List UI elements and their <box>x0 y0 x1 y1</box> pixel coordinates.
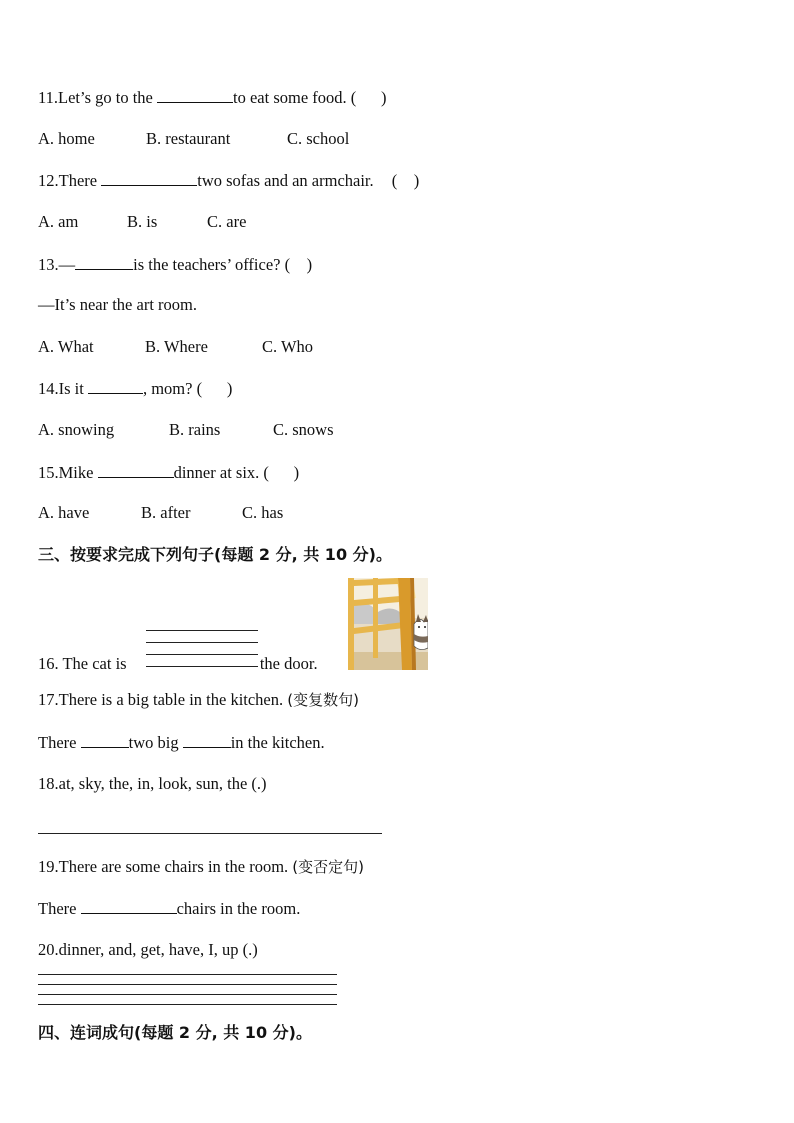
option-c[interactable]: C. has <box>242 503 284 522</box>
options-13 <box>38 337 313 357</box>
answer-line[interactable] <box>146 630 258 631</box>
question-text-before: Is it <box>58 379 84 398</box>
question-text-before: Mike <box>58 463 94 482</box>
option-b[interactable]: B. after <box>141 503 191 522</box>
question-text: There are some chairs in the room. <box>58 857 289 876</box>
answer-bracket[interactable]: ( ) <box>391 171 420 190</box>
question-number: 13. <box>38 255 59 274</box>
question-text-after: two sofas and an armchair. <box>197 171 374 190</box>
question-12 <box>38 170 419 191</box>
option-b[interactable]: B. is <box>127 212 158 231</box>
answer-text: in the kitchen. <box>230 733 325 752</box>
question-number: 19. <box>38 857 59 876</box>
option-c[interactable]: C. Who <box>262 337 314 356</box>
answer-line[interactable] <box>38 833 382 834</box>
cat-behind-door-illustration <box>348 578 428 670</box>
answer-17 <box>38 732 325 753</box>
question-number: 14. <box>38 379 59 398</box>
question-text-after: the door. <box>259 654 318 673</box>
answer-blank[interactable] <box>81 732 129 748</box>
question-text-before: Let’s go to the <box>58 88 153 107</box>
answer-text: chairs in the room. <box>176 899 301 918</box>
answer-19 <box>38 898 300 919</box>
option-c[interactable]: C. school <box>287 129 350 148</box>
question-20 <box>38 940 258 960</box>
question-number: 11. <box>38 88 59 107</box>
option-c[interactable]: C. snows <box>273 420 334 439</box>
option-a[interactable]: A. home <box>38 129 95 148</box>
question-number: 12. <box>38 171 59 190</box>
answer-line[interactable] <box>146 642 258 643</box>
question-15 <box>38 462 299 483</box>
answer-blank[interactable] <box>183 732 231 748</box>
options-15 <box>38 503 283 523</box>
answer-blank[interactable] <box>98 462 174 478</box>
question-text-after: to eat some food. <box>233 88 347 107</box>
question-number: 17. <box>38 690 59 709</box>
question-number: 15. <box>38 463 59 482</box>
answer-line[interactable] <box>38 984 337 985</box>
question-19 <box>38 857 364 877</box>
option-a[interactable]: A. am <box>38 212 79 231</box>
option-b[interactable]: B. rains <box>169 420 221 439</box>
question-13 <box>38 254 312 275</box>
answer-blank[interactable] <box>88 378 143 394</box>
question-text-after: is the teachers’ office? <box>133 255 281 274</box>
option-c[interactable]: C. are <box>207 212 247 231</box>
question-11 <box>38 87 387 108</box>
dialogue-dash: — <box>58 255 76 274</box>
answer-text: two big <box>128 733 179 752</box>
instruction: (变复数句) <box>287 691 359 709</box>
answer-blank[interactable] <box>81 898 177 914</box>
question-text-before: There <box>58 171 98 190</box>
answer-bracket[interactable]: ( ) <box>196 379 233 398</box>
question-text: There is a big table in the kitchen. <box>58 690 284 709</box>
question-number: 16. <box>38 654 59 673</box>
answer-bracket[interactable]: ( ) <box>284 255 313 274</box>
answer-blank[interactable] <box>75 254 133 270</box>
question-16 <box>38 654 318 674</box>
question-text: at, sky, the, in, look, sun, the (.) <box>58 774 267 793</box>
answer-bracket[interactable]: ( ) <box>263 463 300 482</box>
answer-line[interactable] <box>38 1004 337 1005</box>
answer-line[interactable] <box>38 994 337 995</box>
question-17 <box>38 690 359 710</box>
instruction: (变否定句) <box>292 858 365 876</box>
answer-text: There <box>38 899 77 918</box>
section-4-heading: 四、连词成句(每题 2 分, 共 10 分)。 <box>38 1023 312 1042</box>
option-a[interactable]: A. What <box>38 337 94 356</box>
answer-text: There <box>38 733 77 752</box>
answer-blank[interactable] <box>157 87 233 103</box>
question-14 <box>38 378 232 399</box>
dialogue-reply: —It’s near the art room. <box>38 295 197 314</box>
question-number: 20. <box>38 940 59 959</box>
option-a[interactable]: A. snowing <box>38 420 115 439</box>
question-text-before: The cat is <box>62 654 127 673</box>
question-18 <box>38 774 267 794</box>
answer-bracket[interactable]: ( ) <box>350 88 387 107</box>
option-b[interactable]: B. Where <box>145 337 208 356</box>
answer-blank[interactable] <box>101 170 197 186</box>
question-text: dinner, and, get, have, I, up (.) <box>58 940 258 959</box>
option-b[interactable]: B. restaurant <box>146 129 231 148</box>
answer-line[interactable] <box>38 974 337 975</box>
question-text-after: dinner at six. <box>173 463 260 482</box>
options-11 <box>38 129 349 149</box>
options-14 <box>38 420 334 440</box>
options-12 <box>38 212 246 232</box>
question-number: 18. <box>38 774 59 793</box>
section-3-heading: 三、按要求完成下列句子(每题 2 分, 共 10 分)。 <box>38 545 392 564</box>
option-a[interactable]: A. have <box>38 503 90 522</box>
question-text-after: , mom? <box>142 379 193 398</box>
